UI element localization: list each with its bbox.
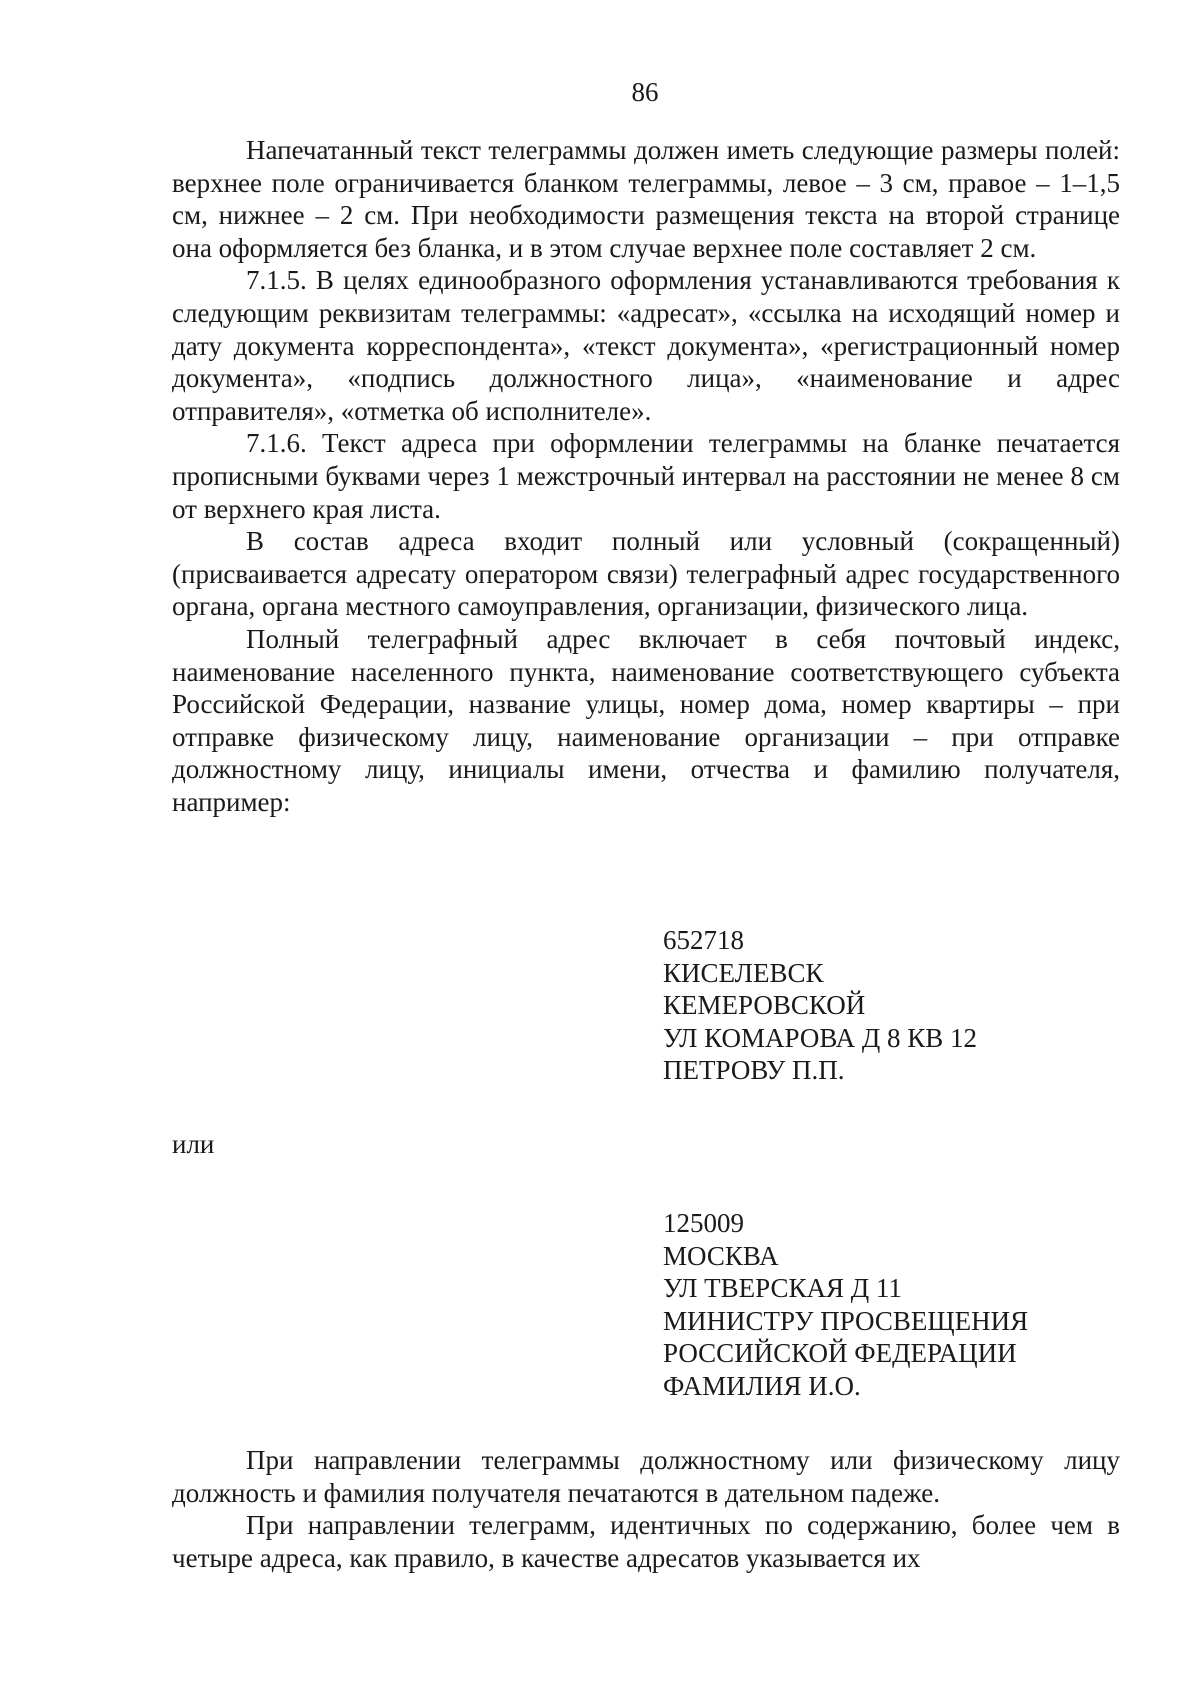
body-text-top	[172, 134, 1120, 818]
address-line: УЛ КОМАРОВА Д 8 КВ 12	[663, 1022, 978, 1053]
address-line: КЕМЕРОВСКОЙ	[663, 990, 866, 1020]
or-separator: или	[172, 1129, 215, 1159]
paragraph-7-1-6: 7.1.6. Текст адреса при оформлении телеграммы на бланке печатается прописными буквами через 1 межстрочный интервал на расстоянии не менее 8 см от верхнего края листа.	[172, 428, 1120, 524]
address-line: КИСЕЛЕВСК	[663, 957, 824, 988]
paragraph-address-composition: В состав адреса входит полный или условный (сокращенный) (присваивается адресату оператором связи) телеграфный адрес государственного органа, органа местного самоуправления, организации, физического лица.	[172, 526, 1120, 622]
address-line: ПЕТРОВУ П.П.	[663, 1055, 845, 1085]
paragraph-multiple-addresses: При направлении телеграмм, идентичных по содержанию, более чем в четыре адреса, как правило, в качестве адресатов указывается их	[172, 1510, 1120, 1573]
address-line: УЛ ТВЕРСКАЯ Д 11	[663, 1273, 902, 1303]
page-number: 86	[631, 77, 659, 107]
address-example-2	[663, 1207, 1028, 1402]
paragraph-margins: Напечатанный текст телеграммы должен иметь следующие размеры полей: верхнее поле ограничивается бланком телеграммы, левое – 3 см, правое – 1–1,5 см, нижнее – 2 см. При необходимости размещения текста на второй странице она оформляется без бланка, и в этом случае верхнее поле составляет 2 см.	[172, 135, 1120, 263]
body-text-bottom	[172, 1444, 1120, 1574]
address-line: РОССИЙСКОЙ ФЕДЕРАЦИИ	[663, 1338, 1017, 1368]
address-line: ФАМИЛИЯ И.О.	[663, 1370, 861, 1401]
paragraph-dative-case: При направлении телеграммы должностному или физическому лицу должность и фамилия получателя печатаются в дательном падеже.	[172, 1445, 1120, 1508]
address-line: 125009	[663, 1208, 744, 1238]
address-line: МИНИСТРУ ПРОСВЕЩЕНИЯ	[663, 1305, 1029, 1336]
address-example-1	[663, 924, 977, 1087]
paragraph-7-1-5: 7.1.5. В целях единообразного оформления устанавливаются требования к следующим реквизитам телеграммы: «адресат», «ссылка на исходящий номер и дату документа корреспондента», «текст документа», «регистрационный номер документа», «подпись должностного лица», «наименование и адрес отправителя», «отметка об исполнителе».	[172, 265, 1120, 426]
address-line: 652718	[663, 925, 744, 955]
paragraph-full-address: Полный телеграфный адрес включает в себя почтовый индекс, наименование населенного пункта, наименование соответствующего субъекта Российской Федерации, название улицы, номер дома, номер квартиры – при отправке физическому лицу, наименование организации – при отправке должностному лицу, инициалы имени, отчества и фамилию получателя, например:	[172, 623, 1120, 817]
address-line: МОСКВА	[663, 1240, 779, 1271]
